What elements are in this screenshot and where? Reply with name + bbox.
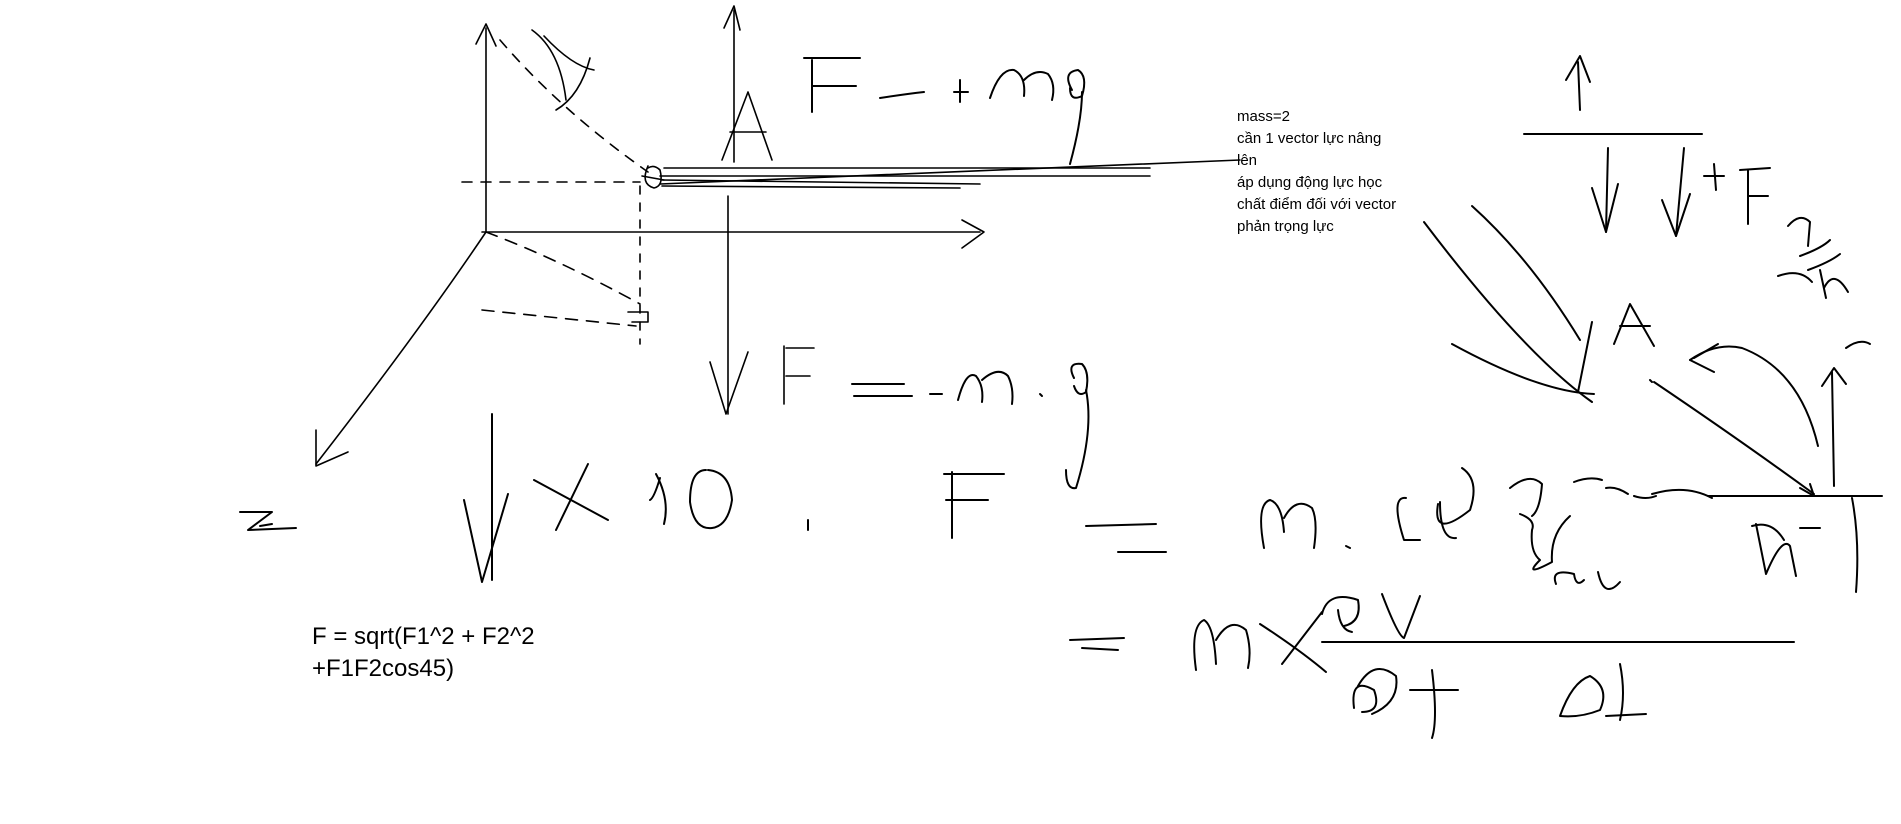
hw-minus-m-times: = m x: [1080, 650, 1084, 651]
hw-dv: dv: [1410, 520, 1412, 521]
hw-times-ten: x 10: [540, 500, 543, 501]
leader-lines: [660, 160, 1240, 188]
downward-force-arrow: [710, 196, 814, 414]
note-line-5: chất điểm đối với vector: [1237, 196, 1397, 213]
handwritten-x10: [464, 414, 808, 582]
handwritten-z: [240, 512, 296, 530]
note-text-box[interactable]: [1237, 106, 1396, 238]
note-line-3: lên: [1237, 152, 1258, 169]
hw-axis-x: x: [1040, 240, 1041, 241]
hw-dt: dt: [1760, 560, 1762, 561]
hw-f-eq-mg: F = + mg: [740, 70, 745, 71]
handwritten-fraction: [1070, 594, 1794, 738]
hw-axis-z: z: [250, 520, 251, 521]
formula-line-1: F = sqrt(F1^2 + F2^2: [312, 623, 535, 650]
handwritten-f-eq-m-dv: [944, 468, 1656, 589]
upward-force-arrow: [722, 6, 772, 162]
note-line-4: áp dụng động lực học: [1237, 174, 1383, 191]
hw-d-t: dt: [1580, 710, 1582, 711]
note-line-2: cần 1 vector lực nâng: [1237, 130, 1382, 147]
hw-f-eq-neg-mg: F = -m.g: [740, 380, 745, 381]
formula-text-box[interactable]: [312, 621, 535, 685]
hw-axis-y: y: [486, 20, 487, 21]
hw-delta-v: Δv: [1340, 610, 1342, 611]
note-line-6: phản trọng lực: [1237, 218, 1334, 235]
hw-equals-m: = m: [1100, 540, 1103, 541]
note-line-1: mass=2: [1237, 108, 1290, 125]
right-force-diagram: [1424, 56, 1882, 592]
handwritten-f-eq-neg-mg: [852, 364, 1088, 488]
hw-quan-tinh: quán tính: [1780, 250, 1785, 251]
coordinate-axes: [316, 24, 984, 466]
hw-delta-t: Δt: [1380, 710, 1382, 711]
hw-lower-f: F: [950, 500, 951, 501]
formula-line-2: +F1F2cos45): [312, 655, 455, 682]
handwritten-f-eq-mg: [804, 58, 1084, 164]
